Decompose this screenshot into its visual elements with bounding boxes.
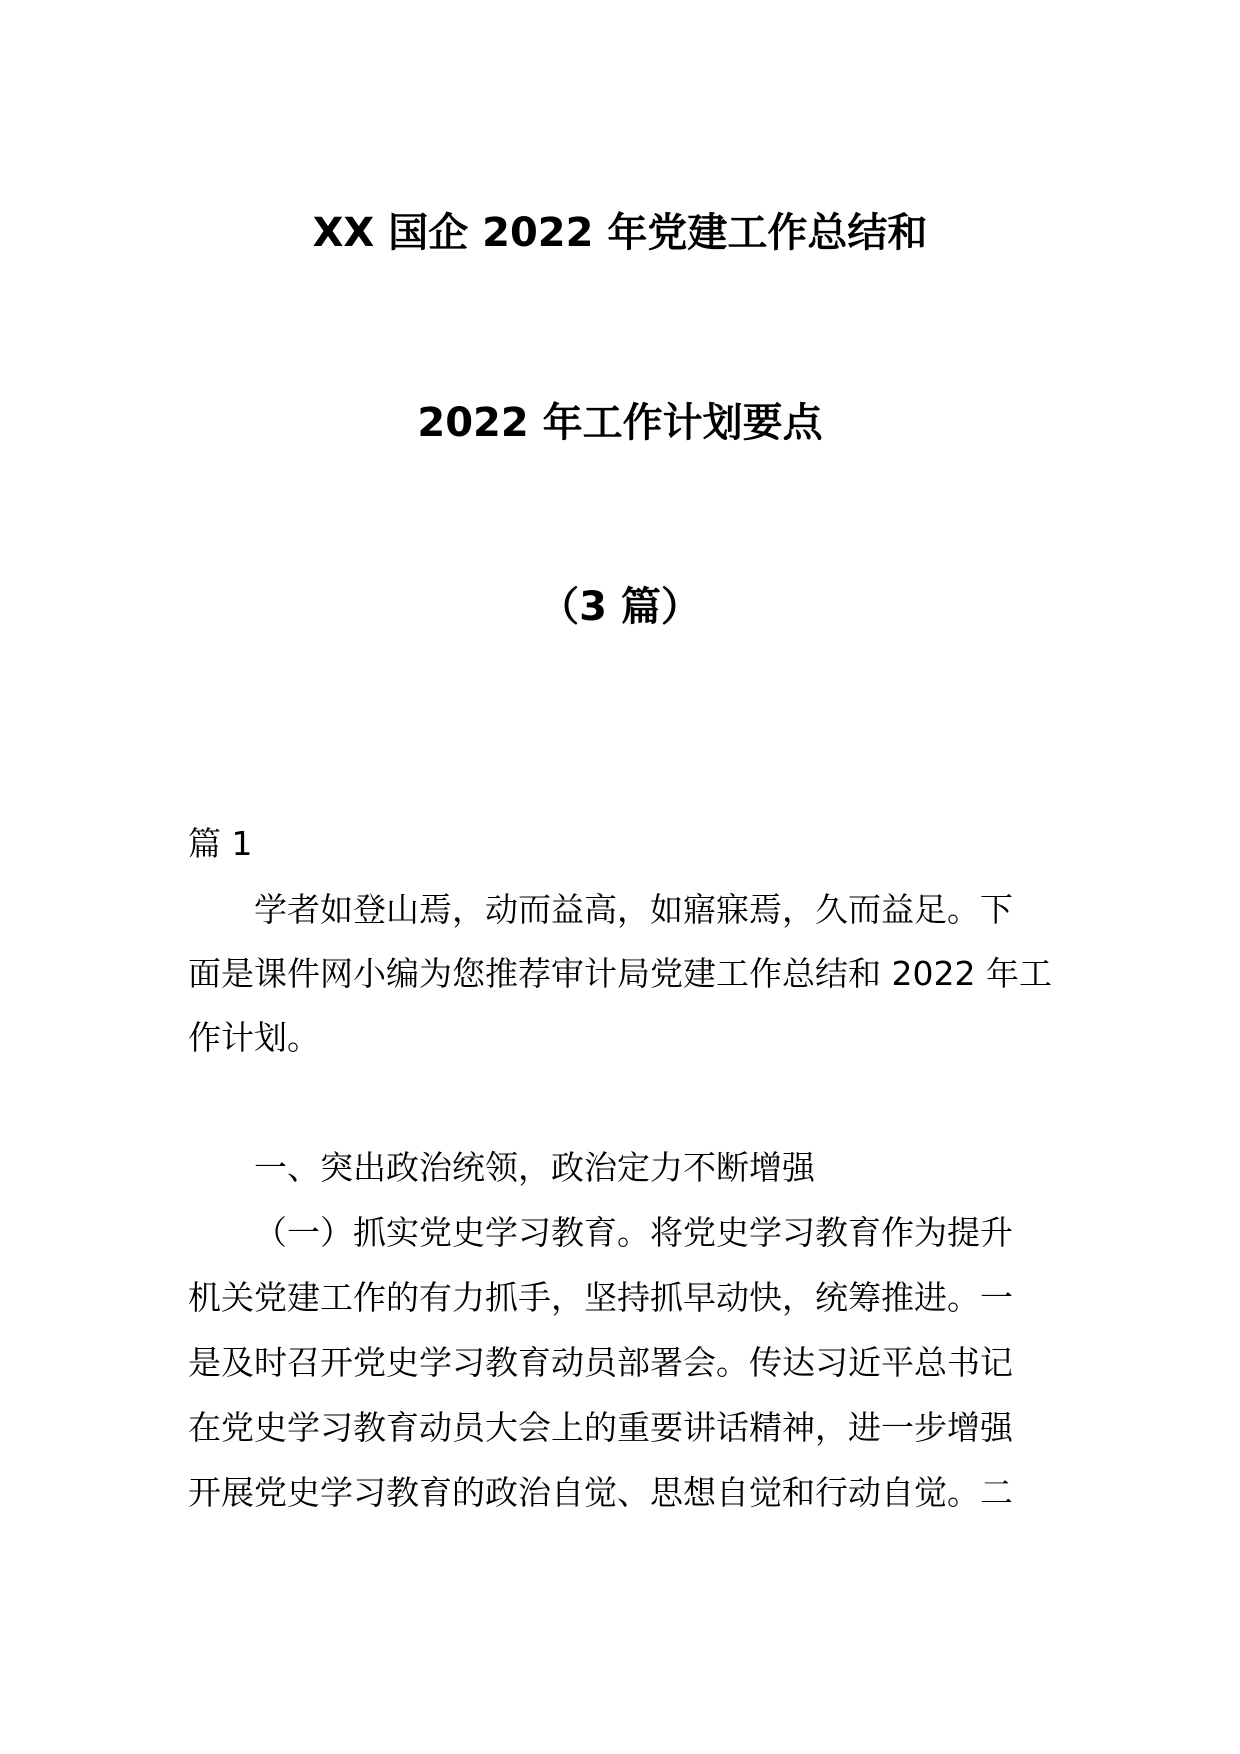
paragraph-line-5: 开展党史学习教育的政治自觉、思想自觉和行动自觉。二	[188, 1473, 1013, 1512]
paragraph-line-4: 在党史学习教育动员大会上的重要讲话精神，进一步增强	[188, 1408, 1013, 1447]
intro-line-3: 作计划。	[188, 1018, 320, 1057]
intro-line-1: 学者如登山焉，动而益高，如寤寐焉，久而益足。下	[254, 890, 1013, 929]
document-title-count: （3 篇）	[539, 584, 701, 630]
section-label: 篇 1	[188, 824, 253, 863]
paragraph-line-3: 是及时召开党史学习教育动员部署会。传达习近平总书记	[188, 1343, 1013, 1382]
paragraph-line-2: 机关党建工作的有力抓手，坚持抓早动快，统筹推进。一	[188, 1278, 1013, 1317]
section-heading: 一、突出政治统领，政治定力不断增强	[254, 1148, 815, 1187]
document-title-line-1: XX 国企 2022 年党建工作总结和	[312, 210, 928, 256]
intro-line-2: 面是课件网小编为您推荐审计局党建工作总结和 2022 年工	[188, 954, 1052, 993]
document-title-line-2: 2022 年工作计划要点	[417, 400, 823, 446]
paragraph-line-1: （一）抓实党史学习教育。将党史学习教育作为提升	[254, 1213, 1013, 1252]
